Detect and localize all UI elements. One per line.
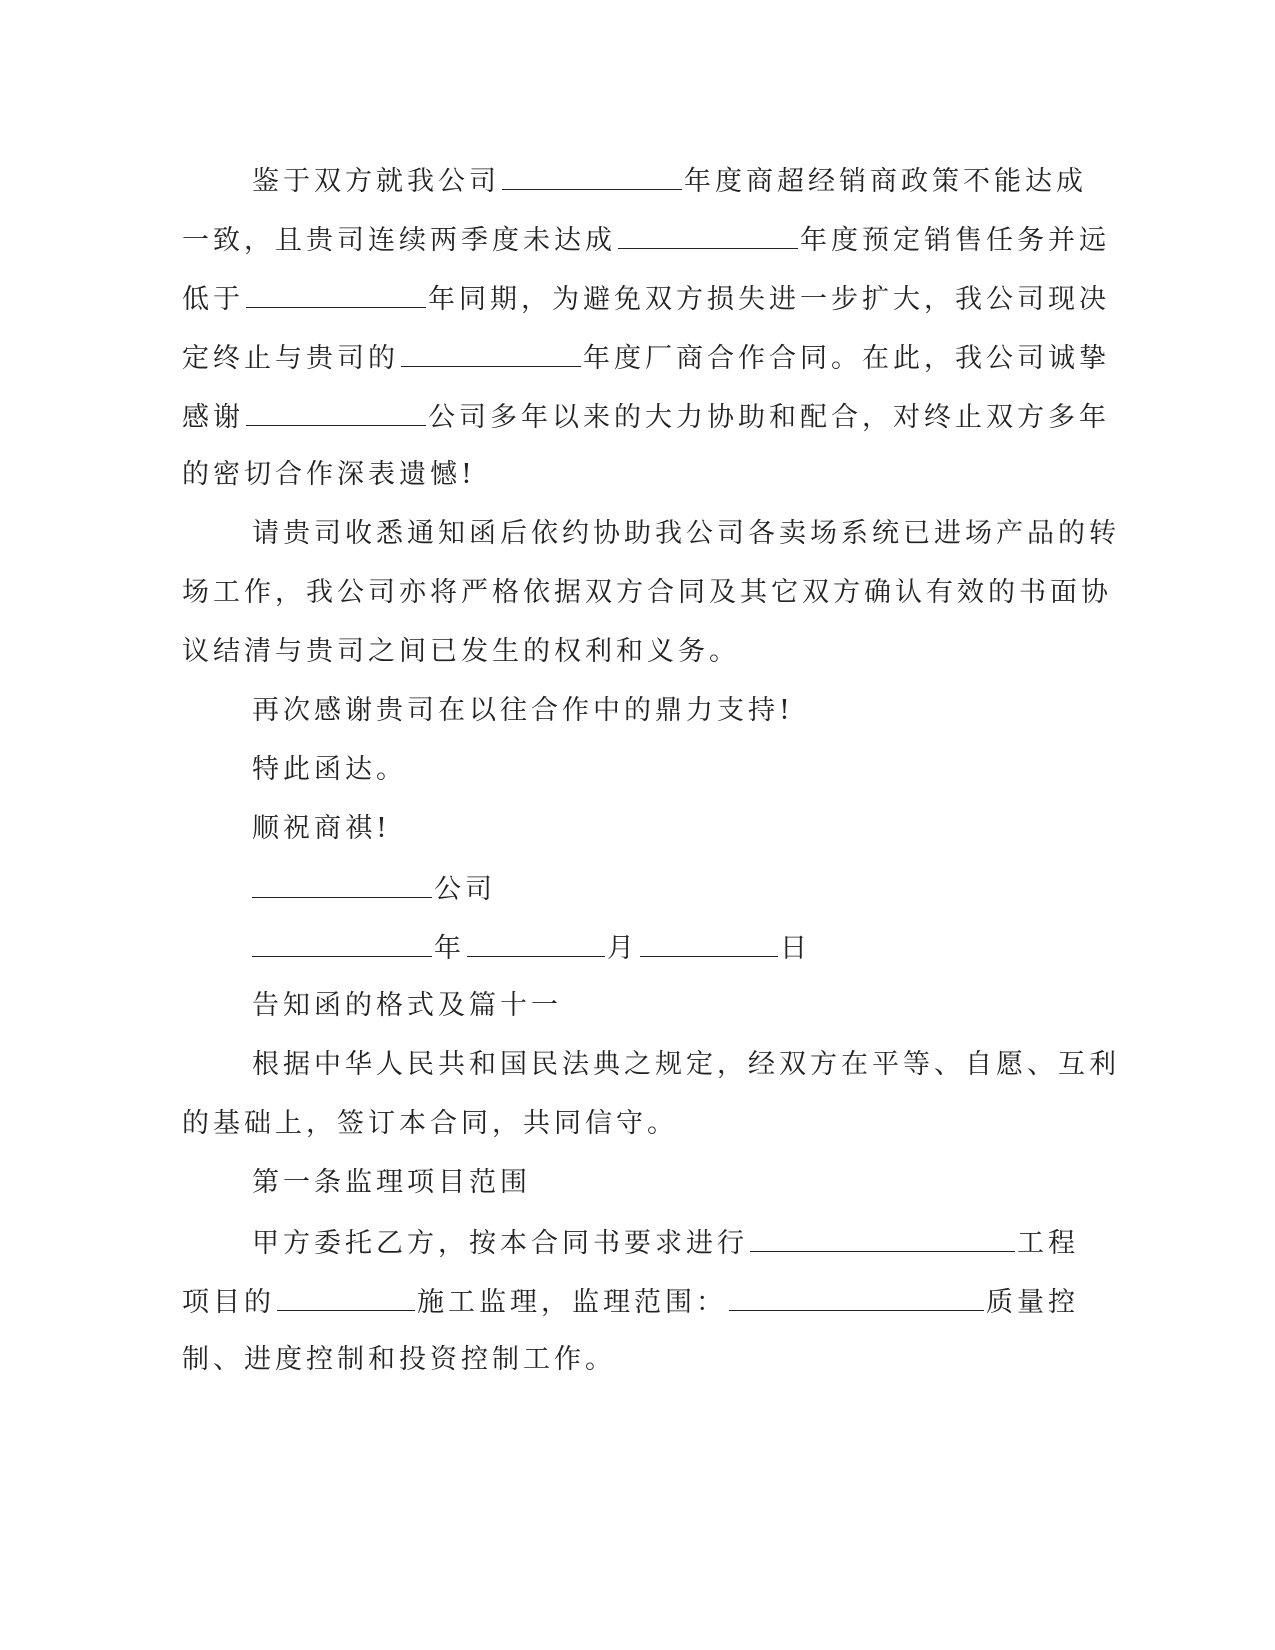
fill-blank	[246, 280, 426, 308]
paragraph-1-line-3	[182, 280, 1110, 316]
thanks-line	[252, 693, 794, 729]
wish-line	[252, 811, 391, 847]
text: 鉴于双方就我公司	[252, 166, 500, 197]
text: 年度预定销售任务并远	[800, 225, 1110, 256]
paragraph-3-line-2	[182, 1106, 678, 1142]
paragraph-1-line-2	[182, 221, 1110, 257]
text: 告知函的格式及篇十一	[252, 990, 562, 1021]
text: 的基础上，签订本合同，共同信守。	[182, 1108, 678, 1139]
paragraph-1-line-4	[182, 339, 1110, 375]
text: 施工监理，监理范围：	[417, 1287, 727, 1318]
text: 年同期，为避免双方损失进一步扩大，我公司现决	[428, 284, 1110, 315]
paragraph-1-line-6	[182, 457, 476, 493]
paragraph-3-line-1	[252, 1047, 1120, 1083]
paragraph-2-line-2	[182, 575, 1112, 611]
text: 的密切合作深表遗憾!	[182, 459, 476, 490]
text: 第一条监理项目范围	[252, 1167, 531, 1198]
text: 年度厂商合作合同。在此，我公司诚挚	[583, 343, 1110, 374]
text: 公司	[434, 874, 496, 905]
fill-blank	[502, 162, 682, 190]
paragraph-1-line-5	[182, 398, 1110, 434]
fill-blank	[618, 221, 798, 249]
fill-blank	[640, 929, 778, 957]
paragraph-2-line-1	[252, 516, 1120, 552]
article-1-title	[252, 1165, 531, 1201]
text: 年度商超经销商政策不能达成	[684, 166, 1087, 197]
text: 特此函达。	[252, 754, 407, 785]
text: 项目的	[182, 1287, 275, 1318]
paragraph-1-line-1	[252, 162, 1087, 198]
fill-blank	[252, 870, 432, 898]
signature-date-line	[250, 929, 811, 965]
paragraph-4-line-1	[252, 1224, 1079, 1260]
fill-blank	[401, 339, 581, 367]
text: 一致，且贵司连续两季度未达成	[182, 225, 616, 256]
paragraph-2-line-3	[182, 634, 740, 670]
notice-line	[252, 752, 407, 788]
text: 感谢	[182, 402, 244, 433]
text: 根据中华人民共和国民法典之规定，经双方在平等、自愿、互利	[252, 1049, 1120, 1080]
text: 公司多年以来的大力协助和配合，对终止双方多年	[428, 402, 1110, 433]
text: 工程	[1017, 1228, 1079, 1259]
fill-blank	[252, 929, 432, 957]
signature-company-line	[250, 870, 496, 906]
fill-blank	[729, 1283, 984, 1311]
paragraph-4-line-2	[182, 1283, 1079, 1319]
fill-blank	[277, 1283, 415, 1311]
text: 定终止与贵司的	[182, 343, 399, 374]
paragraph-4-line-3	[182, 1342, 616, 1378]
text: 再次感谢贵司在以往合作中的鼎力支持!	[252, 695, 794, 726]
text: 甲方委托乙方，按本合同书要求进行	[252, 1228, 748, 1259]
text: 质量控	[986, 1287, 1079, 1318]
text: 月	[607, 933, 638, 964]
text: 低于	[182, 284, 244, 315]
text: 日	[780, 933, 811, 964]
text: 顺祝商祺!	[252, 813, 391, 844]
text: 议结清与贵司之间已发生的权利和义务。	[182, 636, 740, 667]
fill-blank	[246, 398, 426, 426]
section-title	[252, 988, 562, 1024]
text: 年	[434, 933, 465, 964]
text: 请贵司收悉通知函后依约协助我公司各卖场系统已进场产品的转	[252, 518, 1120, 549]
text: 制、进度控制和投资控制工作。	[182, 1344, 616, 1375]
fill-blank	[467, 929, 605, 957]
fill-blank	[750, 1224, 1015, 1252]
text: 场工作，我公司亦将严格依据双方合同及其它双方确认有效的书面协	[182, 577, 1112, 608]
